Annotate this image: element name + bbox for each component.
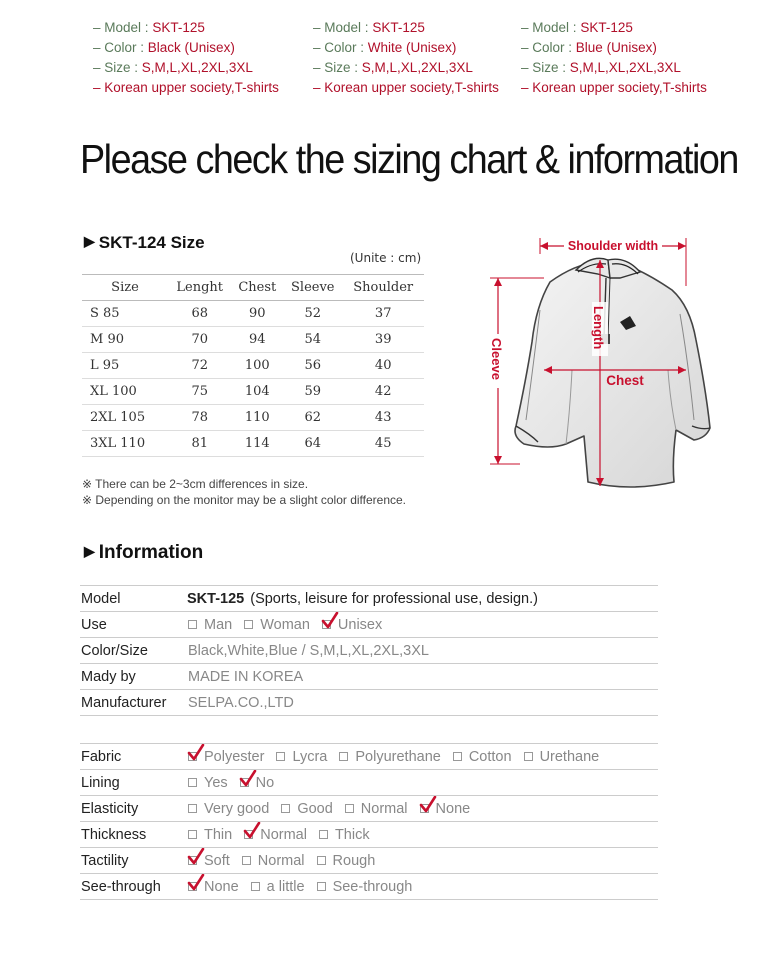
checkbox[interactable] [188, 778, 197, 787]
option-checkbox[interactable] [322, 617, 382, 633]
sleeve-label: Cleeve [489, 338, 504, 380]
model-variant-white: – Model : SKT-125 – Color : White (Unisex) – Size : S,M,L,XL,2XL,3XL – Korean upper society,T-shirts [313, 20, 499, 95]
shirt-illustration [480, 230, 720, 500]
size-chart-cell: M 90 [82, 327, 168, 353]
header-length: Lenght [168, 275, 232, 301]
size-chart-cell: 3XL 110 [82, 431, 168, 457]
checkbox[interactable] [188, 882, 197, 891]
checkbox[interactable] [524, 752, 533, 761]
attribute-options [188, 749, 611, 765]
length-label: Length [591, 306, 606, 350]
option-checkbox[interactable] [188, 775, 228, 791]
attribute-row [80, 770, 658, 796]
chest-label: Chest [606, 373, 644, 388]
size-chart-row [82, 301, 424, 327]
checkbox[interactable] [420, 804, 429, 813]
option-label: Man [204, 616, 233, 633]
info-row-use [80, 612, 658, 638]
option-checkbox[interactable] [188, 801, 269, 817]
info-key-colorsize: Color/Size [81, 642, 148, 659]
info-row-manufacturer [80, 690, 658, 716]
model-code: SKT-125 [187, 590, 245, 607]
size-chart-cell: 59 [283, 379, 342, 405]
checkbox[interactable] [240, 778, 249, 787]
size-chart-cell: 64 [283, 431, 342, 457]
attribute-key: See-through [81, 878, 161, 895]
info-row-colorsize [80, 638, 658, 664]
attribute-options [188, 801, 482, 817]
checkmark-icon [239, 770, 257, 788]
header-chest: Chest [231, 275, 283, 301]
option-label: Soft [204, 852, 230, 869]
option-label: Very good [204, 800, 270, 817]
size-chart-cell: XL 100 [82, 379, 168, 405]
size-chart-cell: 39 [342, 327, 424, 353]
info-key-madeby: Mady by [81, 668, 136, 685]
size-chart-cell: L 95 [82, 353, 168, 379]
attribute-options [188, 775, 286, 791]
size-chart-cell: 56 [283, 353, 342, 379]
checkbox[interactable] [322, 620, 331, 629]
option-checkbox[interactable] [317, 853, 376, 869]
option-label: See-through [332, 878, 413, 895]
size-chart-header-row [82, 275, 424, 301]
option-checkbox[interactable] [345, 801, 408, 817]
size-chart-cell: 43 [342, 405, 424, 431]
model-description: (Sports, leisure for professional use, design.) [250, 590, 538, 607]
option-checkbox[interactable] [453, 749, 512, 765]
option-label: Lycra [292, 748, 328, 765]
checkbox[interactable] [188, 752, 197, 761]
option-checkbox[interactable] [244, 617, 310, 633]
info-table [80, 585, 658, 716]
size-chart-cell: 45 [342, 431, 424, 457]
size-chart-cell: 40 [342, 353, 424, 379]
option-checkbox[interactable] [317, 879, 413, 895]
option-label: Urethane [539, 748, 600, 765]
size-chart-cell: 54 [283, 327, 342, 353]
size-chart-row [82, 405, 424, 431]
checkmark-icon [187, 744, 205, 762]
model-variant-black: – Model : SKT-125 – Color : Black (Unisex) – Size : S,M,L,XL,2XL,3XL – Korean upper society,T-shirts [93, 20, 279, 95]
info-row-madeby [80, 664, 658, 690]
unit-label: (Unite : cm) [350, 251, 422, 265]
size-chart-cell: 81 [168, 431, 232, 457]
model-variants [0, 18, 780, 102]
option-label: Normal [260, 826, 307, 843]
attribute-key: Elasticity [81, 800, 139, 817]
size-chart-cell: 100 [231, 353, 283, 379]
size-chart-cell: 52 [283, 301, 342, 327]
size-chart-cell: 72 [168, 353, 232, 379]
size-chart-cell: 90 [231, 301, 283, 327]
size-chart-cell: 75 [168, 379, 232, 405]
size-chart-cell: 78 [168, 405, 232, 431]
checkbox[interactable] [244, 620, 253, 629]
option-checkbox[interactable] [242, 853, 305, 869]
colorsize-value: Black,White,Blue / S,M,L,XL,2XL,3XL [188, 642, 429, 659]
size-section-title: ▶ SKT-124 Size [84, 233, 205, 252]
checkmark-icon [321, 612, 339, 630]
size-chart-cell: 37 [342, 301, 424, 327]
attributes-table [80, 743, 658, 900]
manufacturer-value: SELPA.CO.,LTD [188, 694, 294, 711]
note-size-difference: ※ There can be 2~3cm differences in size. [82, 477, 309, 491]
size-chart-cell: 110 [231, 405, 283, 431]
triangle-right-icon: ▶ [84, 543, 95, 559]
checkbox[interactable] [319, 830, 328, 839]
shoulder-width-label: Shoulder width [567, 239, 659, 253]
option-checkbox[interactable] [276, 749, 327, 765]
size-chart-cell: 68 [168, 301, 232, 327]
madeby-value: MADE IN KOREA [188, 668, 304, 685]
checkbox[interactable] [251, 882, 260, 891]
option-checkbox[interactable] [240, 775, 275, 791]
option-checkbox[interactable] [188, 749, 264, 765]
checkmark-icon [187, 848, 205, 866]
option-checkbox[interactable] [319, 827, 370, 843]
info-key-use: Use [81, 616, 107, 633]
attribute-key: Tactility [81, 852, 129, 869]
attribute-options [188, 827, 382, 843]
attribute-row [80, 848, 658, 874]
checkbox[interactable] [188, 804, 197, 813]
size-chart-cell: 94 [231, 327, 283, 353]
option-label: Cotton [468, 748, 512, 765]
info-section-title: ▶ Information [84, 542, 204, 563]
size-chart-row [82, 327, 424, 353]
size-chart-cell: 42 [342, 379, 424, 405]
option-checkbox[interactable] [188, 853, 230, 869]
info-key-model: Model [81, 590, 121, 607]
note-color-difference: ※ Depending on the monitor may be a slight color difference. [82, 493, 407, 507]
option-label: Thick [334, 826, 370, 843]
header-shoulder: Shoulder [342, 275, 424, 301]
option-label: Yes [204, 774, 228, 791]
shirt-measurement-diagram [480, 230, 720, 500]
attribute-row [80, 874, 658, 900]
checkbox[interactable] [317, 882, 326, 891]
option-label: None [435, 800, 471, 817]
info-row-model [80, 586, 658, 612]
option-checkbox[interactable] [281, 801, 332, 817]
attribute-key: Thickness [81, 826, 147, 843]
size-chart-cell: 114 [231, 431, 283, 457]
option-checkbox[interactable] [188, 617, 232, 633]
attribute-options [188, 879, 424, 895]
checkbox[interactable] [453, 752, 462, 761]
info-key-manufacturer: Manufacturer [81, 694, 167, 711]
size-chart-cell: 104 [231, 379, 283, 405]
checkbox[interactable] [188, 620, 197, 629]
option-label: a little [266, 878, 305, 895]
option-checkbox[interactable] [188, 879, 239, 895]
size-chart-cell: S 85 [82, 301, 168, 327]
size-chart-cell: 2XL 105 [82, 405, 168, 431]
option-label: Unisex [337, 616, 383, 633]
option-label: Thin [204, 826, 233, 843]
checkmark-icon [187, 874, 205, 892]
checkbox[interactable] [188, 830, 197, 839]
size-chart-cell: 62 [283, 405, 342, 431]
checkbox[interactable] [317, 856, 326, 865]
header-size: Size [82, 275, 168, 301]
option-checkbox[interactable] [339, 749, 440, 765]
option-label: Normal [257, 852, 305, 869]
option-label: None [204, 878, 239, 895]
option-checkbox[interactable] [524, 749, 600, 765]
size-chart-cell: 70 [168, 327, 232, 353]
option-label: Polyurethane [355, 748, 441, 765]
checkbox[interactable] [242, 856, 251, 865]
checkbox[interactable] [339, 752, 348, 761]
use-options [188, 617, 394, 633]
checkbox[interactable] [281, 804, 290, 813]
checkbox[interactable] [188, 856, 197, 865]
page-headline: Please check the sizing chart & information [80, 136, 738, 182]
option-label: No [255, 774, 275, 791]
option-label: Rough [332, 852, 376, 869]
checkmark-icon [243, 822, 261, 840]
size-chart-table [82, 274, 424, 457]
model-variant-blue: – Model : SKT-125 – Color : Blue (Unisex) – Size : S,M,L,XL,2XL,3XL – Korean upper society,T-shirts [521, 20, 707, 95]
option-checkbox[interactable] [244, 827, 307, 843]
attribute-options [188, 853, 387, 869]
checkmark-icon [419, 796, 437, 814]
option-label: Normal [360, 800, 408, 817]
option-checkbox[interactable] [420, 801, 471, 817]
triangle-right-icon: ▶ [84, 233, 95, 249]
option-checkbox[interactable] [188, 827, 232, 843]
option-label: Polyester [204, 748, 265, 765]
attribute-row [80, 822, 658, 848]
option-label: Good [297, 800, 333, 817]
checkbox[interactable] [276, 752, 285, 761]
attribute-key: Lining [81, 774, 120, 791]
header-sleeve: Sleeve [283, 275, 342, 301]
attribute-key: Fabric [81, 748, 122, 765]
checkbox[interactable] [244, 830, 253, 839]
option-label: Woman [260, 616, 310, 633]
size-notes [82, 476, 406, 508]
attribute-row [80, 744, 658, 770]
size-chart-row [82, 431, 424, 457]
option-checkbox[interactable] [251, 879, 305, 895]
size-chart-row [82, 353, 424, 379]
size-chart-row [82, 379, 424, 405]
attribute-row [80, 796, 658, 822]
checkbox[interactable] [345, 804, 354, 813]
